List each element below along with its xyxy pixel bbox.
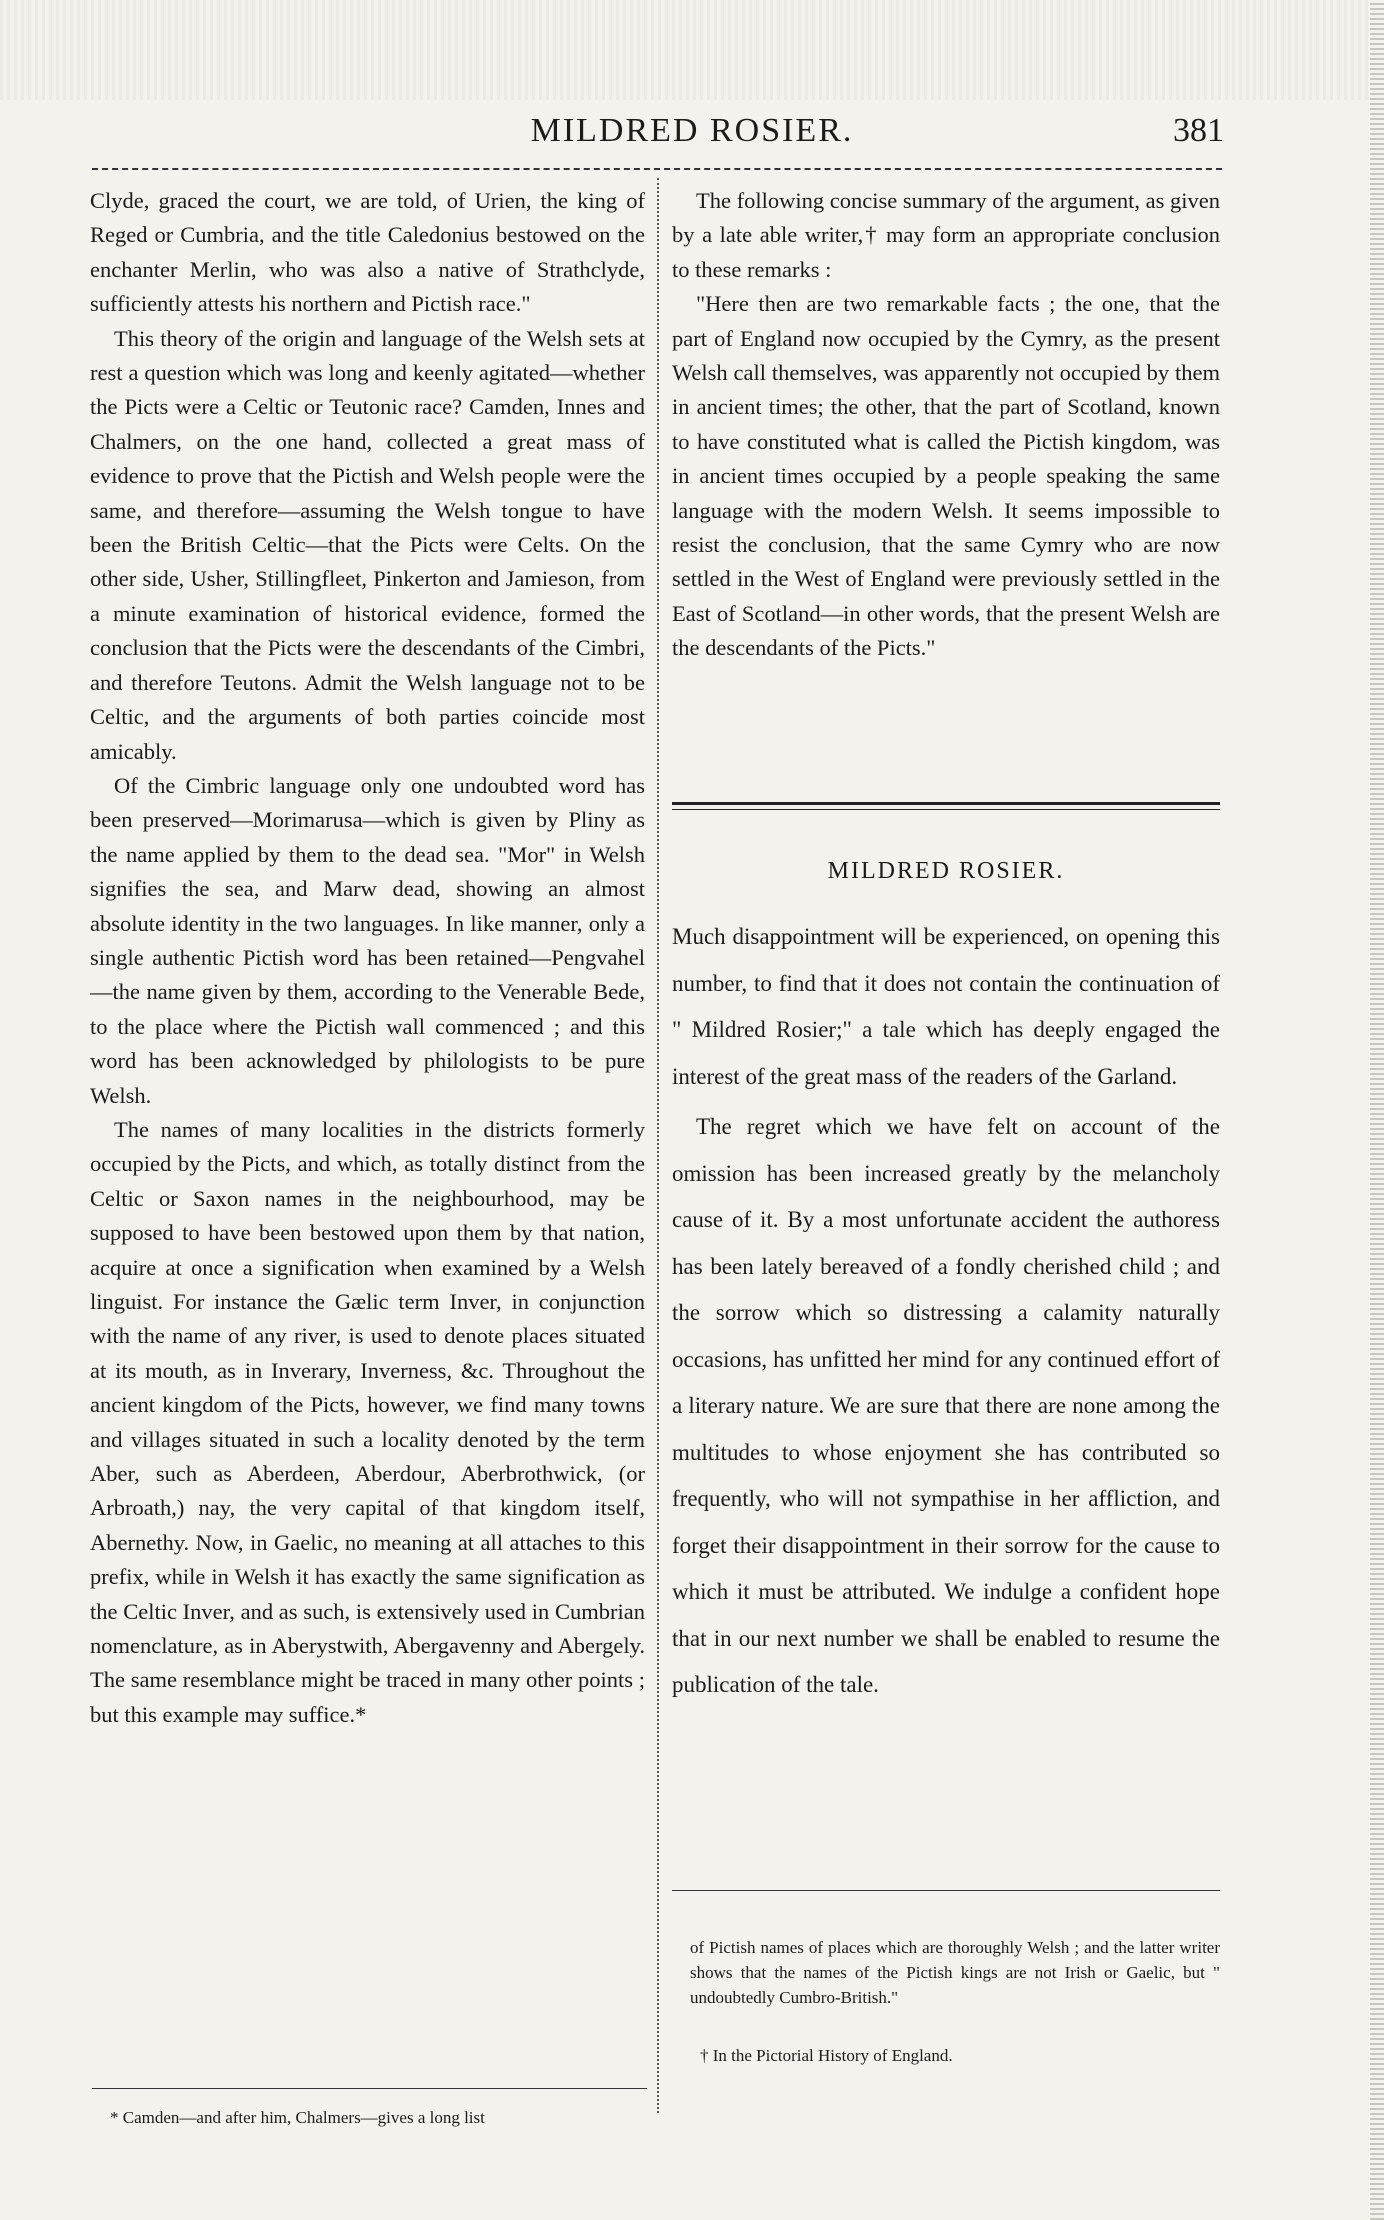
notice-paragraph-2: The regret which we have felt on account of the omission has been increased greatly by the melancholy cause of it. By a most unfortunate accident the authoress has been lately bereaved of a fondly cherished child ; and the sorrow which so distressing a calamity naturally occasions, has unfitted her mind for any continued effort of a literary nature. We are sure that there are none among the multitudes to whose enjoyment she has contributed so frequently, who will not sympathise in her affliction, and forget their disappointment in their sorrow for the cause to which it must be attributed. We indulge a confident hope that in our next number we shall be enabled to resume the publication of the tale. [672, 1114, 1220, 1697]
right-paragraph-2: "Here then are two remarkable facts ; the one, that the part of England now occupied by the Cymry, as the present Welsh call themselves, was apparently not occupied by them in ancient times; the other, that the part of Scotland, known to have constituted what is called the Pictish kingdom, was in ancient times occupied by a people speaking the same language with the modern Welsh. It seems impossible to resist the conclusion, that the same Cymry who are now settled in the West of England were previously settled in the East of Scotland—in other words, that the present Welsh are the descendants of the Picts." [672, 291, 1220, 661]
scan-edge-right [1370, 0, 1384, 2220]
scan-noise-top [0, 0, 1384, 100]
left-paragraph-4: The names of many localities in the districts formerly occupied by the Picts, and which, as totally distinct from the Celtic or Saxon names in the neighbourhood, may be supposed to have been bestowed upon them by that nation, acquire at once a signification when examined by a Welsh linguist. For instance the Gælic term Inver, in conjunction with the name of any river, is used to denote places situated at its mouth, as in Inverary, Inverness, &c. Throughout the ancient kingdom of the Picts, however, we find many towns and villages situated in such a locality denoted by the term Aber, such as Aberdeen, Aberdour, Aberbrothwick, (or Arbroath,) nay, the very capital of that kingdom itself, Abernethy. Now, in Gaelic, no meaning at all attaches to this prefix, while in Welsh it has exactly the same signification as the Celtic Inver, and as such, is extensively used in Cumbrian nomenclature, as in Aberystwith, Abergavenny and Abergely. The same resemblance might be traced in many other points ; but this example may suffice.* [90, 1116, 645, 1727]
section-rule [672, 802, 1220, 810]
notice-body [672, 914, 1220, 1713]
left-column [90, 184, 645, 1732]
footnote-right-2: † In the Pictorial History of England. [700, 2046, 953, 2065]
column-divider [657, 178, 659, 2113]
right-paragraph-1: The following concise summary of the argument, as given by a late able writer,† may form an appropriate conclusion to these remarks : [672, 188, 1220, 282]
left-paragraph-1: Clyde, graced the court, we are told, of Urien, the king of Reged or Cumbria, and the title Caledonius bestowed on the enchanter Merlin, who was also a native of Strathclyde, sufficiently attests his northern and Pictish race." [90, 188, 645, 317]
section-title: MILDRED ROSIER. [827, 858, 1065, 884]
header-rule [92, 168, 1222, 170]
right-column [672, 184, 1220, 666]
footnote-left: * Camden—and after him, Chalmers—gives a long list [110, 2108, 485, 2127]
page-header [0, 112, 1384, 162]
page-number: 381 [1173, 112, 1224, 149]
running-title: MILDRED ROSIER. [530, 112, 854, 149]
left-paragraph-2: This theory of the origin and language of the Welsh sets at rest a question which was long and keenly agitated—whether the Picts were a Celtic or Teutonic race? Camden, Innes and Chalmers, on the one hand, collected a great mass of evidence to prove that the Pictish and Welsh people were the same, and therefore—assuming the Welsh tongue to have been the British Celtic—that the Picts were Celts. On the other side, Usher, Stillingfleet, Pinkerton and Jamieson, from a minute examination of historical evidence, formed the conclusion that the Picts were the descendants of the Cimbri, and therefore Teutons. Admit the Welsh language not to be Celtic, and the arguments of both parties coincide most amicably. [90, 325, 645, 764]
footnote-right: of Pictish names of places which are thoroughly Welsh ; and the latter writer shows that the names of the Pictish kings are not Irish or Gaelic, but " undoubtedly Cumbro-British." [690, 1938, 1220, 2007]
footnote-rule-left [92, 2088, 647, 2089]
left-paragraph-3: Of the Cimbric language only one undoubted word has been preserved—Morimarusa—which is given by Pliny as the name applied by them to the dead sea. "Mor" in Welsh signifies the sea, and Marw dead, showing an almost absolute identity in the two languages. In like manner, only a single authentic Pictish word has been retained—Pengvahel—the name given by them, according to the Venerable Bede, to the place where the Pictish wall commenced ; and this word has been acknowledged by philologists to be pure Welsh. [90, 772, 645, 1108]
notice-paragraph-1: Much disappointment will be experienced, on opening this number, to find that it does not contain the continuation of " Mildred Rosier;" a tale which has deeply engaged the interest of the great mass of the readers of the Garland. [672, 924, 1220, 1089]
footnote-rule-right [672, 1890, 1220, 1891]
